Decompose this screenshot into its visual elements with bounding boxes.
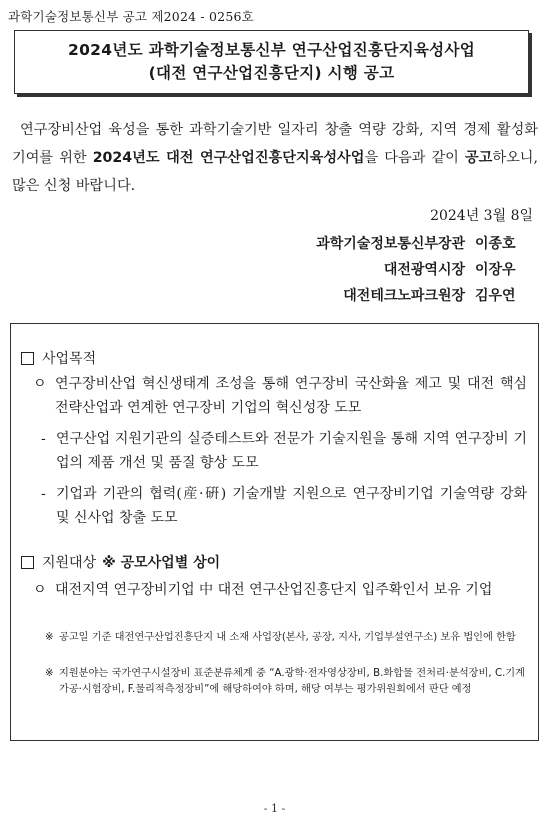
checkbox-square-icon bbox=[21, 556, 34, 569]
section-title: 지원대상 bbox=[42, 555, 97, 571]
signatory-name: 이장우 bbox=[475, 262, 516, 278]
page-number: - 1 - bbox=[263, 802, 286, 815]
target-note-text: 공고일 기준 대전연구산업진흥단지 내 소재 사업장(본사, 공장, 지사, 기업부설연구소) 보유 법인에 한함 bbox=[59, 632, 516, 643]
circle-bullet-icon: ㅇ bbox=[33, 582, 47, 598]
intro-bold-project: 2024년도 대전 연구산업진흥단지육성사업 bbox=[92, 150, 365, 166]
signatory-row bbox=[384, 259, 535, 279]
title-box bbox=[14, 30, 529, 94]
signatory-org: 대전테크노파크원장 bbox=[343, 288, 465, 304]
signatory-name: 김우연 bbox=[475, 288, 516, 304]
checkbox-square-icon bbox=[21, 352, 34, 365]
target-note-text: 지원분야는 국가연구시설장비 표준분류체계 중 “A.광학·전자영상장비, B.화합물 전처리·분석장비, C.기계가공·시험장비, F.물리적측정장비”에 해당하여야 하며, 해당 여부는 평가위원회에서 판단 예정 bbox=[59, 668, 525, 695]
dash-bullet-icon: - bbox=[41, 486, 46, 502]
dash-bullet-icon: - bbox=[41, 431, 46, 447]
reference-mark-icon: ※ bbox=[45, 668, 54, 679]
signatory-name: 이종호 bbox=[475, 236, 516, 252]
section-target-heading bbox=[21, 552, 220, 572]
target-note bbox=[45, 666, 525, 698]
intro-text-1: 연구장비산업 육성을 통한 과학기술기반 일자리 창출 역량 강화, 지역 경제 활성화 기여를 위한 bbox=[12, 122, 538, 166]
signatory-row bbox=[343, 285, 535, 305]
notice-number: 과학기술정보통신부 공고 제2024 - 0256호 bbox=[8, 9, 254, 24]
intro-text-2: 을 다음과 같이 bbox=[364, 150, 465, 166]
signatory-org: 과학기술정보통신부장관 bbox=[316, 236, 465, 252]
title-line-2: (대전 연구산업진흥단지) 시행 공고 bbox=[148, 64, 395, 82]
section-purpose-heading bbox=[21, 348, 96, 368]
reference-mark-icon: ※ bbox=[45, 632, 54, 643]
signatory-org: 대전광역시장 bbox=[383, 262, 465, 278]
notice-date: 2024년 3월 8일 bbox=[430, 208, 533, 224]
circle-bullet-icon: ㅇ bbox=[33, 376, 47, 392]
purpose-dash-text: 기업과 기관의 협력(産·硏) 기술개발 지원으로 연구장비기업 기술역량 강화 및 신사업 창출 도모 bbox=[56, 486, 527, 526]
intro-bold-notice: 공고 bbox=[464, 150, 493, 166]
target-note bbox=[45, 630, 525, 646]
intro-text-3: 하오니, 많은 신청 바랍니다. bbox=[12, 150, 539, 194]
target-bullet bbox=[33, 578, 527, 602]
section-title: 사업목적 bbox=[42, 351, 97, 367]
purpose-dash-item bbox=[41, 427, 527, 475]
signatory-row bbox=[316, 233, 535, 253]
purpose-bullet-text: 연구장비산업 혁신생태계 조성을 통해 연구장비 국산화율 제고 및 대전 핵심 전략산업과 연계한 연구장비 기업의 혁신성장 도모 bbox=[55, 376, 527, 416]
purpose-bullet bbox=[33, 372, 527, 420]
content-box bbox=[10, 323, 539, 741]
title-line-1: 2024년도 과학기술정보통신부 연구산업진흥단지육성사업 bbox=[67, 41, 475, 59]
purpose-dash-text: 연구산업 지원기관의 실증테스트와 전문가 기술지원을 통해 지역 연구장비 기업의 제품 개선 및 품질 향상 도모 bbox=[56, 431, 527, 471]
section-heading-note: ※ 공모사업별 상이 bbox=[102, 555, 221, 571]
target-bullet-text: 대전지역 연구장비기업 中 대전 연구산업진흥단지 입주확인서 보유 기업 bbox=[55, 582, 493, 598]
purpose-dash-item bbox=[41, 482, 527, 530]
intro-paragraph bbox=[12, 116, 538, 200]
